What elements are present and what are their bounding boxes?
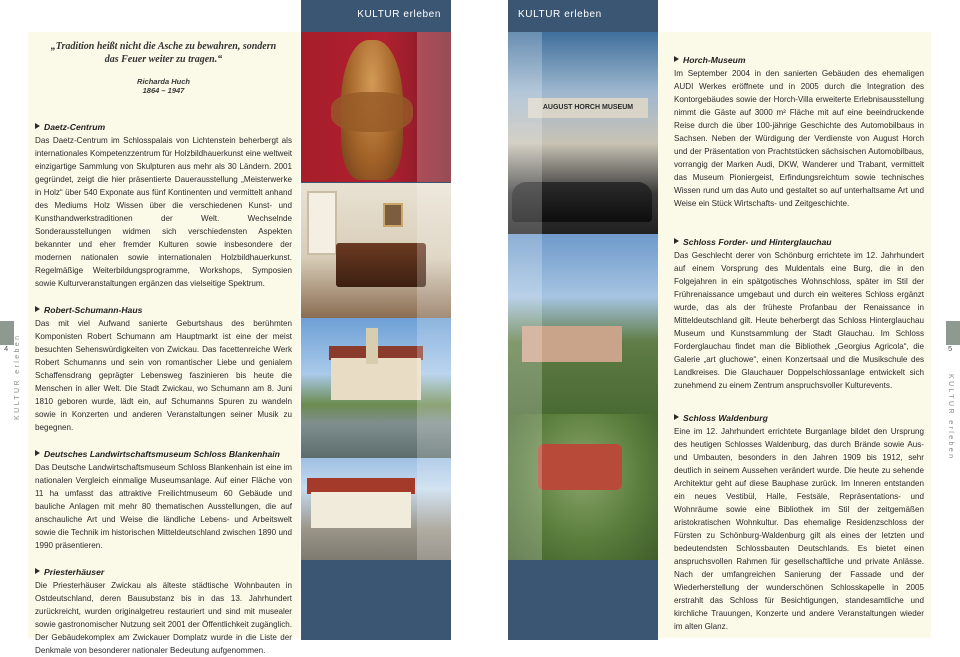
bullet-triangle-icon — [674, 414, 679, 420]
photo-schumann-piano-room — [301, 183, 451, 318]
section-horch-museum — [674, 54, 924, 210]
quote-author — [35, 77, 292, 95]
section-heading: Deutsches Landwirtschaftsmuseum Schloss Blankenhain — [35, 448, 292, 460]
section-heading: Horch-Museum — [674, 54, 924, 66]
quote-author-name: Richarda Huch — [137, 77, 190, 86]
quote-author-years: 1864 – 1947 — [142, 86, 185, 95]
photo-schloss-waldenburg — [508, 414, 658, 560]
section-heading: Priesterhäuser — [35, 566, 292, 578]
left-text-column — [35, 40, 292, 657]
section-body: Die Priesterhäuser Zwickau als älteste städtische Wohnbauten in Ostdeutschland, deren Bausubstanz bis in das 13. Jahrhundert zurückreicht, wurden originalgetreu restauriert und sind mit musealer sowie gastronomischer Nutzung seit 2001 der Öffentlichkeit zugänglich. Der Gebäudekomplex am Zwickauer Domplatz wurde in die Liste der Denkmale von besonderer nationaler Bedeutung aufgenommen. — [35, 581, 292, 655]
section-robert-schumann-haus — [35, 304, 292, 434]
bullet-triangle-icon — [674, 238, 679, 244]
section-schloss-waldenburg — [674, 412, 924, 633]
section-schloss-glauchau — [674, 236, 924, 392]
section-body: Eine im 12. Jahrhundert errichtete Burganlage bildet den Ursprung des heutigen Schlosses Waldenburg, das durch Brände sowie Aus- und Umbauten, besonders in den Jahren 1909 bis 1912, sehr deutlich in seinem Aussehen verändert wurde. Die heute zu sehende Architektur geht auf diese Bauphase zurück. Im Inneren entstanden ein neues Vestibül, Halle, Festsäle, Repräsentations- und Wohnräume sowie eine Bibliothek im Stil der zeitgemäßen aristokratischen Wohnkultur. Das ehemalige Residenzschloss der Fürsten zu Schönburg-Waldenburg gilt als eines der letzten und bedeutendsten Schlossbauten Deutschlands. Es bietet einen anspruchsvollen Rahmen für gesellschaftliche und private Anlässe. Nach der umfangreichen Sanierung der Fassade und der Wiederherstellung der wunderschönen Schlosskapelle in 2005 erstrahlt das Schloss für Besichtigungen, standesamtliche und kirchliche Trauungen, Konzerte und andere Veranstaltungen wieder im alten Glanz. — [674, 427, 924, 631]
page-tab-right — [946, 321, 960, 345]
section-body: Das Geschlecht derer von Schönburg errichtete im 12. Jahrhundert auf einem Vorsprung des Muldentals eine Burg, die in den Folgejahren in ein spätgotisches Wohnschloss, später im Stil der Frührenaissance umgebaut und durch ein weiteres Schloss ergänzt wurde, das als der früheste Profanbau der Renaissance in Mitteldeutschland gilt. Heute beherbergt das Schloss Hinterglauchau Museum und Kunstsammlung der Stadt Glauchau. Im Schloss Forderglauchau findet man die Bibliothek „Georgius Agricola“, die Galerie „art gluchowe“, einen Konzertsaal und die Musikschule des Landkreises. Die Glauchauer Doppelschlossanlage entwickelt sich zunehmend zu einem Zentrum anspruchsvoller Kulturevents. — [674, 251, 924, 390]
section-landwirtschaftsmuseum — [35, 448, 292, 552]
right-header-title: KULTUR erleben — [518, 9, 602, 20]
photo-wood-sculpture — [301, 32, 451, 182]
section-heading: Schloss Waldenburg — [674, 412, 924, 424]
photo-schloss-blankenhain — [301, 318, 451, 458]
section-priesterhaeuser — [35, 566, 292, 657]
section-body: Das mit viel Aufwand sanierte Geburtshaus des berühmten Komponisten Robert Schumann am Hauptmarkt ist eine der meist besuchten Sehenswürdigkeiten von Zwickau. Das facettenreiche Werk Robert Schumanns und sein von romantischer Liebe und genialem Schaffensdrang geprägter Lebensweg faszinieren bis heute die Menschen in aller Welt. Die Stadt Zwickau, wo Schumann am 8. Juni 1810 geboren wurde, lädt ein, auf Schumanns Spuren zu wandeln sowie in Konzerten und anderen Veranstaltungen seiner Musik zu begegnen. — [35, 319, 292, 432]
side-label-left: KULTUR erleben — [14, 333, 21, 420]
page-number-left: 4 — [4, 344, 9, 353]
section-body: Das Daetz-Centrum im Schlosspalais von Lichtenstein beherbergt als internationales Kompetenzzentrum für Holzbildhauerkunst eine weltweit einzigartige Sammlung von Skulpturen aus mehr als 30 Ländern. 2001 gegründet, zeigt die hier präsentierte Dauerausstellung „Meisterwerke in Holz“ über 540 Exponate aus fünf Kontinenten und vermittelt anhand des Mediums Holz Wissen über die verschiedenen Kunst- und Kunsthandwerkstraditionen der Welt. Wechselnde Sonderausstellungen widmen sich verschiedensten Aspekten bekannter und eher fremder Kulturen sowie insbesondere der modernen nationalen sowie internationalen Holzbildhauerkunst. Regelmäßige Weiterbildungsprogramme, Workshops, Symposien sowie Kulturveranstaltungen ergänzen das vielseitige Spektrum. — [35, 136, 292, 288]
left-header-title: KULTUR erleben — [357, 9, 441, 20]
page-number-right: 5 — [948, 344, 953, 353]
photo-schloss-glauchau — [508, 234, 658, 414]
museum-sign: AUGUST HORCH MUSEUM — [528, 98, 648, 118]
photo-horch-museum — [508, 32, 658, 234]
bullet-triangle-icon — [35, 568, 40, 574]
section-heading: Robert-Schumann-Haus — [35, 304, 292, 316]
section-heading: Schloss Forder- und Hinterglauchau — [674, 236, 924, 248]
bullet-triangle-icon — [35, 306, 40, 312]
bullet-triangle-icon — [674, 56, 679, 62]
section-body: Das Deutsche Landwirtschaftsmuseum Schloss Blankenhain ist eine im nationalen Vergleich einmalige Museumsanlage. Auf einer Fläche von 11 ha umfasst das attraktive Freilichtmuseum 60 Gebäude und bauliche Anlagen mit mehr 80 thematischen Ausstellungen, die auf anschauliche Art und Weise die ländliche Lebens- und Arbeitswelt sowie die Technik im historischen Mitteldeutschland zwischen 1890 und 1990 präsentieren. — [35, 463, 292, 550]
page-tab-left — [0, 321, 14, 345]
section-body: Im September 2004 in den sanierten Gebäuden des ehemaligen AUDI Werkes eröffnete und in 2005 durch die Integration des Kontorgebäudes sowie der Horch-Villa erweiterte Erlebnisausstellung nimmt die Gäste auf 3000 m² Fläche mit auf eine beeindruckende Reise durch die über 100-jährige Geschichte des Automobilbaus in Sachsen. Neben der Würdigung der Verdienste von August Horch und der Präsentation von Prachtstücken sächsischen Automobilbaus, vorrangig der Marken Audi, DKW, Wanderer und Trabant, vermittelt das Museum Pioniergeist, Erfindungsreichtum sowie technisches Wissen rund um das Auto und gestaltet so auf unterhaltsame Art und Weise ein Stück Wirtschafts- und Zeitgeschichte. — [674, 69, 924, 208]
side-label-right: KULTUR erleben — [947, 374, 954, 461]
bullet-triangle-icon — [35, 450, 40, 456]
section-daetz-centrum — [35, 121, 292, 290]
bullet-triangle-icon — [35, 123, 40, 129]
section-heading: Daetz-Centrum — [35, 121, 292, 133]
quote-text: „Tradition heißt nicht die Asche zu bewahren, sondern das Feuer weiter zu tragen.“ — [50, 41, 277, 65]
left-page — [0, 0, 480, 655]
photo-priesterhaeuser — [301, 458, 451, 560]
right-text-column — [674, 54, 924, 633]
